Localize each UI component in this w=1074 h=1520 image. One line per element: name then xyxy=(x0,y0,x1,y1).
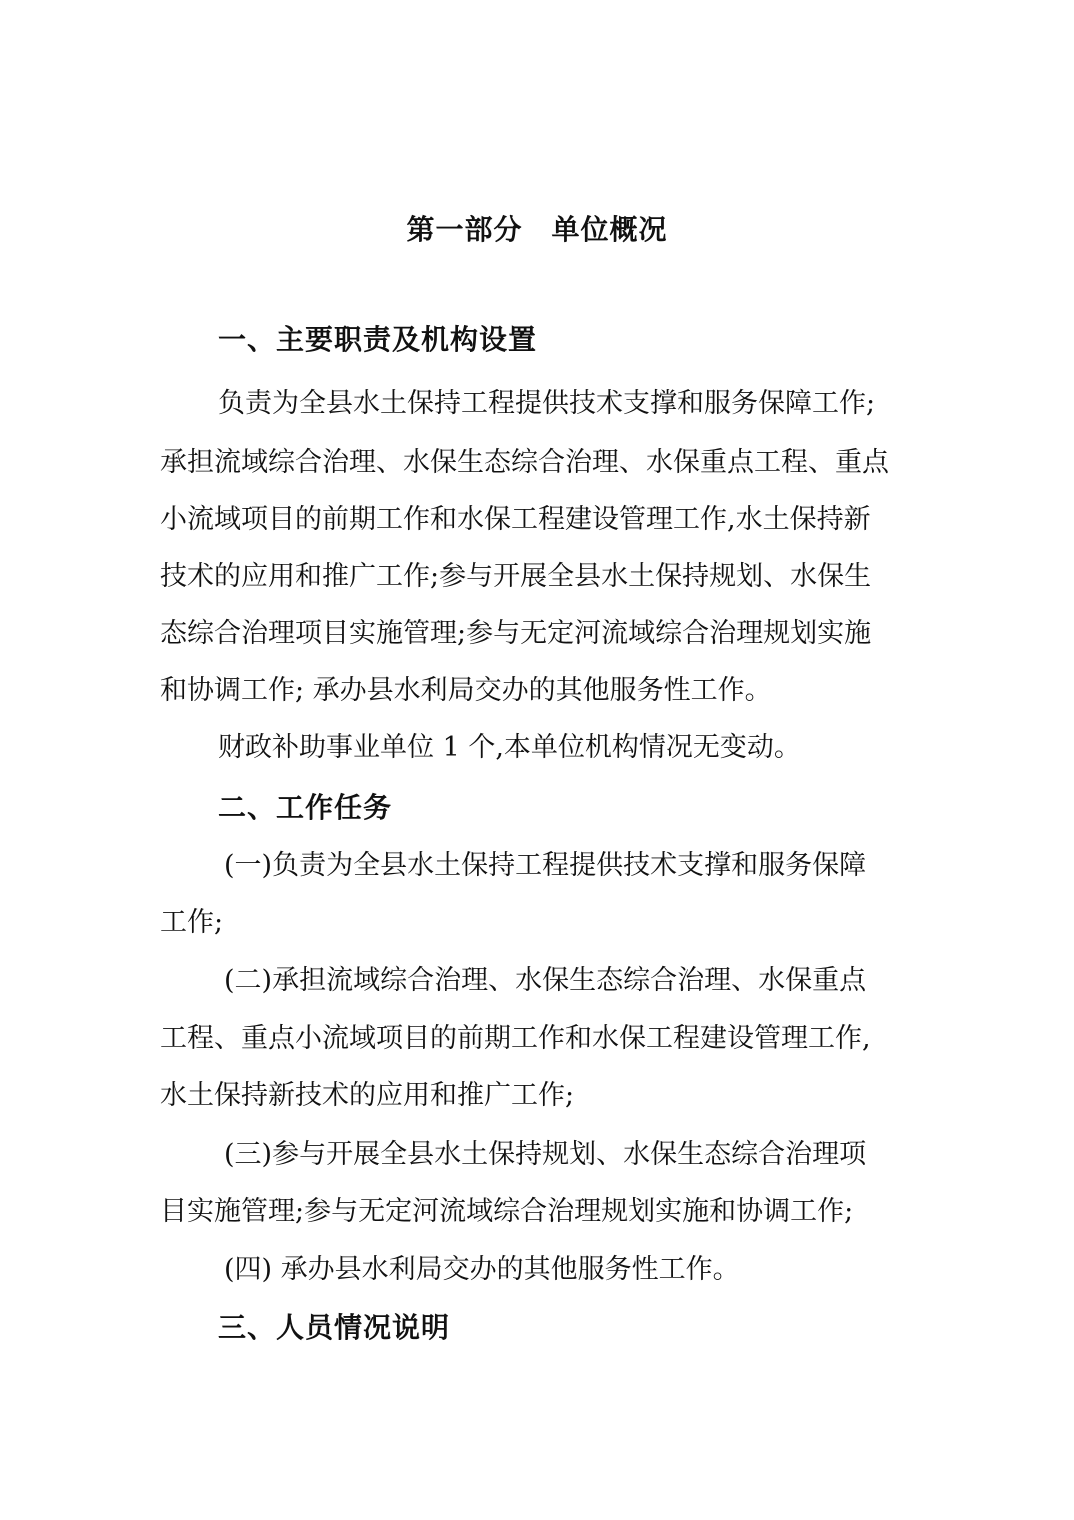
section-heading-staff: 三、人员情况说明 xyxy=(218,1311,451,1344)
task-item-line: (四) 承办县水利局交办的其他服务性工作。 xyxy=(224,1254,740,1285)
paragraph-line: 和协调工作; 承办县水利局交办的其他服务性工作。 xyxy=(160,675,772,706)
task-item-line: 目实施管理;参与无定河流域综合治理规划实施和协调工作; xyxy=(160,1196,854,1227)
paragraph-line: 负责为全县水土保持工程提供技术支撑和服务保障工作; xyxy=(218,388,876,419)
paragraph-line: 态综合治理项目实施管理;参与无定河流域综合治理规划实施 xyxy=(160,618,872,649)
task-item-line: 工作; xyxy=(160,907,224,938)
task-item-line: (三)参与开展全县水土保持规划、水保生态综合治理项 xyxy=(224,1139,867,1170)
paragraph-line: 技术的应用和推广工作;参与开展全县水土保持规划、水保生 xyxy=(160,561,872,592)
task-item-line: 水土保持新技术的应用和推广工作; xyxy=(160,1080,575,1111)
section-heading-duties: 一、主要职责及机构设置 xyxy=(218,323,538,356)
task-item-line: (一)负责为全县水土保持工程提供技术支撑和服务保障 xyxy=(224,850,867,881)
task-item-line: 工程、重点小流域项目的前期工作和水保工程建设管理工作, xyxy=(160,1023,871,1054)
task-item-line: (二)承担流域综合治理、水保生态综合治理、水保重点 xyxy=(224,965,867,996)
section-heading-tasks: 二、工作任务 xyxy=(218,791,393,824)
paragraph-line: 承担流域综合治理、水保生态综合治理、水保重点工程、重点 xyxy=(160,447,889,478)
paragraph-line: 财政补助事业单位 1 个,本单位机构情况无变动。 xyxy=(218,732,801,763)
paragraph-line: 小流域项目的前期工作和水保工程建设管理工作,水土保持新 xyxy=(160,504,871,535)
page-title: 第一部分 单位概况 xyxy=(406,213,668,246)
